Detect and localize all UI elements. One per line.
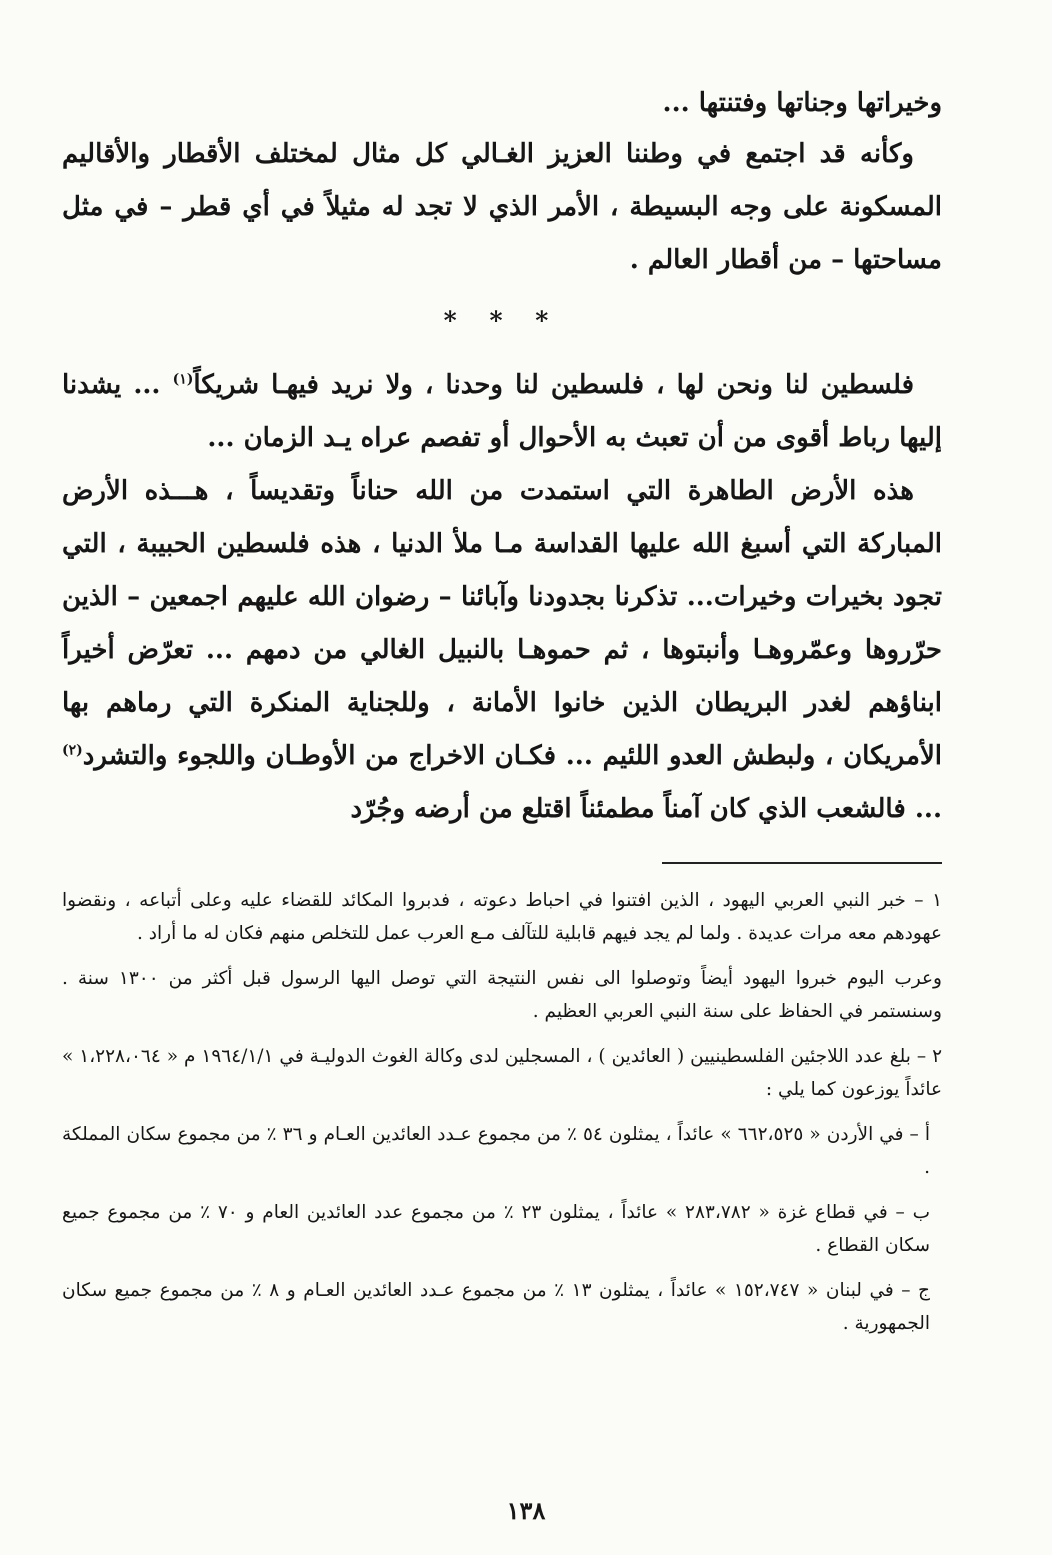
document-page xyxy=(62,78,942,1352)
paragraph-palestine-rest: ... يشدنا إليها رباط أقوى من أن تعبث به الأحوال أو تفصم عراه يـد الزمان ... xyxy=(62,370,942,453)
footnote-2-lebanon: ج – في لبنان « ١٥٢،٧٤٧ » عائداً ، يمثلون ١٣ ٪ من مجموع عـدد العائدين العـام و ٨ ٪ من مجموع جميع سكان الجمهورية . xyxy=(62,1280,930,1334)
footnote-ref-2[interactable]: (٢) xyxy=(62,742,83,759)
section-separator: * * * xyxy=(443,306,561,335)
footnote-divider xyxy=(662,862,942,864)
footnote-1-continued: وعرب اليوم خبروا اليهود أيضاً وتوصلوا الى نفس النتيجة التي توصل اليها الرسول قبل أكثر من ١٣٠٠ سنة . وسنستمر في الحفاظ على سنة النبي العربي العظيم . xyxy=(62,968,942,1022)
footnote-2: ٢ – بلغ عدد اللاجئين الفلسطينيين ( العائدين ) ، المسجلين لدى وكالة الغوث الدوليـة في ١٩٦٤/١/١ م « ١،٢٢٨،٠٦٤ » عائداً يوزعون كما يلي : xyxy=(62,1046,942,1100)
paragraph-homeland: وكأنه قد اجتمع في وطننا العزيز الغـالي كل مثال لمختلف الأقطار والأقاليم المسكونة على وجه البسيطة ، الأمر الذي لا تجد له مثيلاً في أي قطر – في مثل مساحتها – من أقطار العالم . xyxy=(62,139,942,275)
footnote-ref-1[interactable]: (١) xyxy=(172,371,194,388)
intro-line: وخيراتها وجناتها وفتنتها ... xyxy=(662,88,942,118)
footnote-2-gaza: ب – في قطاع غزة « ٢٨٣،٧٨٢ » عائداً ، يمثلون ٢٣ ٪ من مجموع عدد العائدين العام و ٧٠ ٪ من مجموع جميع سكان القطاع . xyxy=(62,1202,931,1256)
footnote-1: ١ – خبر النبي العربي اليهود ، الذين افتنوا في احباط دعوته ، فدبروا المكائد للقضاء عليه وعلى أتباعه ، ونقضوا عهودهم معه مرات عديدة . ولما لم يجد فيهم قابلية للتآلف مـع العرب عمل للتخلص منهم فكان له ما أراد . xyxy=(62,890,942,944)
paragraph-blessed-land-text: هذه الأرض الطاهرة التي استمدت من الله حناناً وتقديساً ، هـــذه الأرض المباركة التي أسبغ الله عليها القداسة مـا ملأ الدنيا ، هذه فلسطين الحبيبة ، التي تجود بخيرات وخيرات... تذكرنا بجدودنا وآبائنا – رضوان الله عليهم اجمعين – الذين حرّروها وعمّروهـا وأنبتوها ، ثم حموهـا بالنبيل الغالي من دمهم ... تعرّض أخيراً ابناؤهم لغدر البريطان الذين خانوا الأمانة ، وللجناية المنكرة التي رماهم بها الأمريكان ، ولبطش العدو اللئيم ... فكـان الاخراج من الأوطـان واللجوء والتشرد xyxy=(62,476,942,771)
footnotes xyxy=(62,884,942,1340)
paragraph-palestine xyxy=(62,359,942,465)
footnote-2-jordan: أ – في الأردن « ٦٦٢،٥٢٥ » عائداً ، يمثلون ٥٤ ٪ من مجموع عـدد العائدين العـام و ٣٦ ٪ من مجموع سكان المملكة . xyxy=(62,1124,930,1178)
paragraph-blessed-land-rest: ... فالشعب الذي كان آمناً مطمئناً اقتلع من أرضه وجُرّد xyxy=(350,794,942,824)
paragraph-blessed-land xyxy=(62,465,942,836)
page-number: ١٣٨ xyxy=(506,1496,546,1525)
paragraph-palestine-text: فلسطين لنا ونحن لها ، فلسطين لنا وحدنا ، ولا نريد فيهـا شريكاً xyxy=(193,370,914,400)
main-text xyxy=(62,78,942,836)
